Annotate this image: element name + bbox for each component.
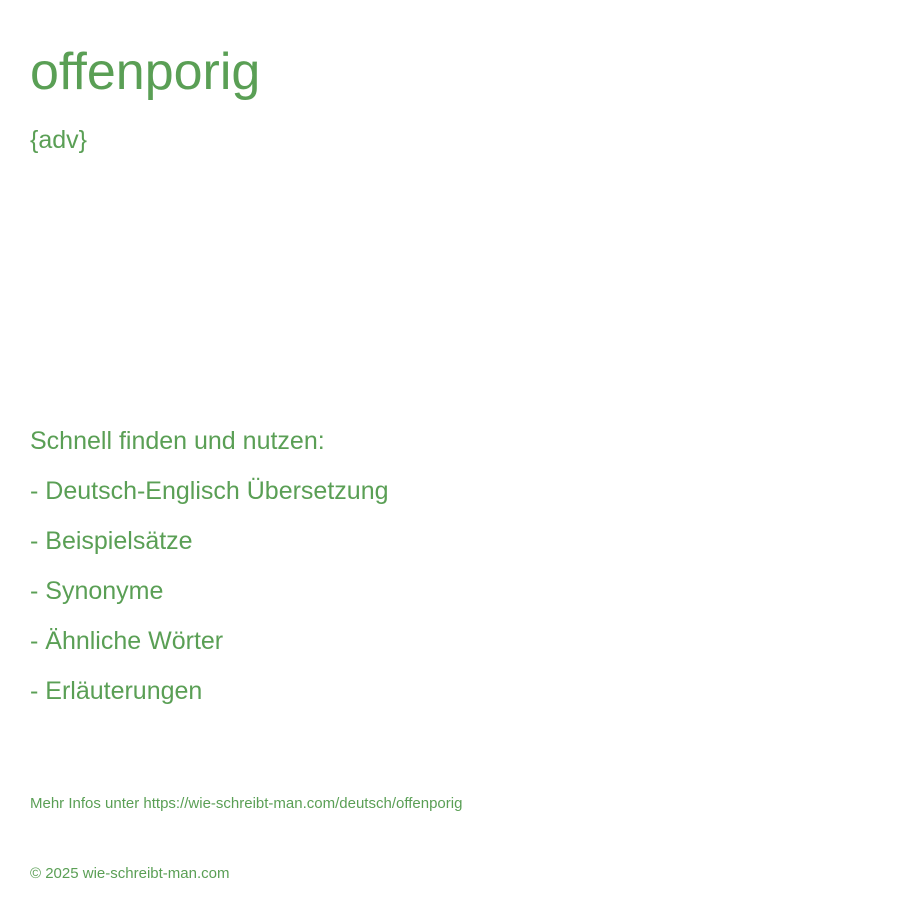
more-info-text: Mehr Infos unter https://wie-schreibt-man.com/deutsch/offenporig [30, 795, 463, 812]
feature-item-synonyms: - Synonyme [30, 577, 164, 605]
part-of-speech-label: {adv} [30, 126, 88, 154]
feature-list [30, 424, 389, 724]
feature-list-heading: Schnell finden und nutzen: [30, 427, 325, 455]
feature-item-similar-words: - Ähnliche Wörter [30, 627, 224, 655]
word-title: offenporig [30, 43, 261, 101]
feature-item-example-sentences: - Beispielsätze [30, 527, 193, 555]
feature-item-explanations: - Erläuterungen [30, 677, 203, 705]
feature-item-translation: - Deutsch-Englisch Übersetzung [30, 477, 389, 505]
copyright-notice: © 2025 wie-schreibt-man.com [30, 865, 230, 882]
